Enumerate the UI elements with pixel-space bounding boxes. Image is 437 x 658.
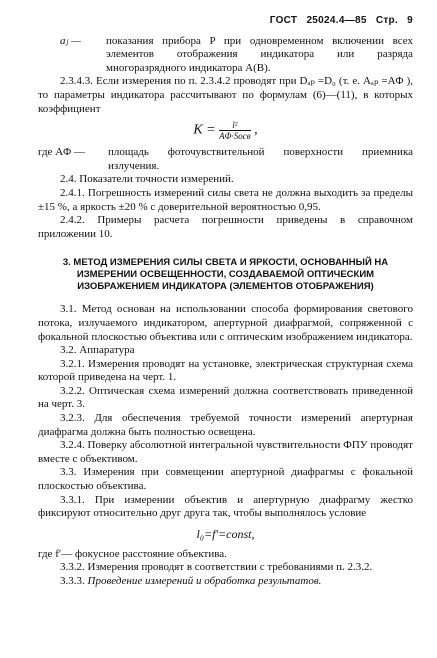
paragraph-3-2-1: 3.2.1. Измерения проводят на установке, электрическая структурная схема которой приведена на черт. 1.: [38, 357, 413, 384]
paragraph-2-4: 2.4. Показатели точности измерений.: [60, 173, 234, 186]
definition-text: площадь фоточувствительной поверхности приемника излучения.: [108, 146, 413, 172]
paragraph-3-2-2: 3.2.2. Оптическая схема измерений должна соответствовать приведенной на черт. 3.: [38, 384, 413, 411]
paragraph-3-2: 3.2. Аппаратура: [60, 344, 135, 357]
page-number: 9: [407, 15, 413, 26]
definition-term: где AΦ —: [38, 146, 85, 159]
paragraph-3-3-1: 3.3.1. При измерении объектив и апертурную диафрагму жестко фиксируют относительно друг друга так, чтобы выполнялось условие: [38, 493, 413, 520]
paragraph-3-3: 3.3. Измерения при совмещении апертурной диафрагмы с фокальной плоскостью объектива.: [38, 466, 413, 493]
formula-const: l₀=f′=const,: [196, 526, 255, 541]
formula-tail: ,: [254, 122, 258, 138]
page-header: [38, 14, 413, 28]
paragraph-3-3-2: 3.3.2. Измерения проводят в соответствии с требованиями п. 2.3.2.: [60, 561, 373, 574]
paragraph-italic-text: Проведение измерений и обработка результатов.: [87, 575, 322, 587]
page-label: Стр.: [375, 15, 399, 26]
gost-label: ГОСТ: [269, 15, 298, 26]
paragraph-2-4-2: 2.4.2. Примеры расчета погрешности приведены в справочном приложении 10.: [38, 214, 413, 240]
paragraph-3-2-4: 3.2.4. Поверку абсолютной интегральной чувствительности ФПУ проводят вместе с объективом.: [38, 439, 413, 465]
paragraph-3-2-3: 3.2.3. Для обеспечения требуемой точности измерений апертурная диафрагма должна быть полностью освещена.: [38, 412, 413, 438]
paragraph-number: 3.3.3.: [60, 575, 85, 587]
standard-number: 25024.4—85: [306, 15, 367, 26]
formula-denominator: AΦ·Sосв: [219, 131, 251, 142]
paragraph-3-3-3: [38, 575, 413, 589]
section-3-heading: 3. МЕТОД ИЗМЕРЕНИЯ СИЛЫ СВЕТА И ЯРКОСТИ, ОСНОВАННЫЙ НА ИЗМЕРЕНИИ ОСВЕЩЕННОСТИ, СОЗДАВАЕМОЙ ОПТИЧЕСКИМ ИЗОБРАЖЕНИЕМ ИНДИКАТОРА (ЭЛЕМЕНТОВ ОТОБРАЖЕНИЯ): [62, 257, 389, 293]
formula-lhs: K =: [193, 122, 216, 138]
formula-k: [38, 120, 413, 141]
definition-aj: [38, 35, 413, 76]
paragraph-3-1: 3.1. Метод основан на использовании способа формирования светового потока, излучаемого индикатором, апертурной диафрагмой, сопряженной с фокальной плоскостью объектива или с оптическим изображением индикатора.: [38, 303, 413, 343]
definition-text: показания прибора P при одновременном включении всех элементов отображения индикатора или разряда многоразрядного индикатора A(B).: [106, 34, 413, 74]
paragraph-2-3-4-3: 2.3.4.3. Если измерения по п. 2.3.4.2 проводят при Dₐₚ =D₀ (т. е. Aₐₚ =AΦ ), то параметры индикатора рассчитывают по формулам (6)—(11), в которых коэффициент: [38, 75, 413, 115]
paragraph-2-4-1: 2.4.1. Погрешность измерений силы света не должна выходить за пределы ±15 %, а яркость ±20 % с доверительной вероятностью 0,95.: [38, 186, 413, 213]
formula-fraction: [219, 120, 251, 141]
definition-f: где f′— фокусное расстояние объектива.: [38, 547, 227, 560]
definition-aphi: [16, 146, 413, 173]
formula-numerator: l²: [219, 120, 251, 131]
definition-term: aⱼ —: [60, 34, 81, 47]
